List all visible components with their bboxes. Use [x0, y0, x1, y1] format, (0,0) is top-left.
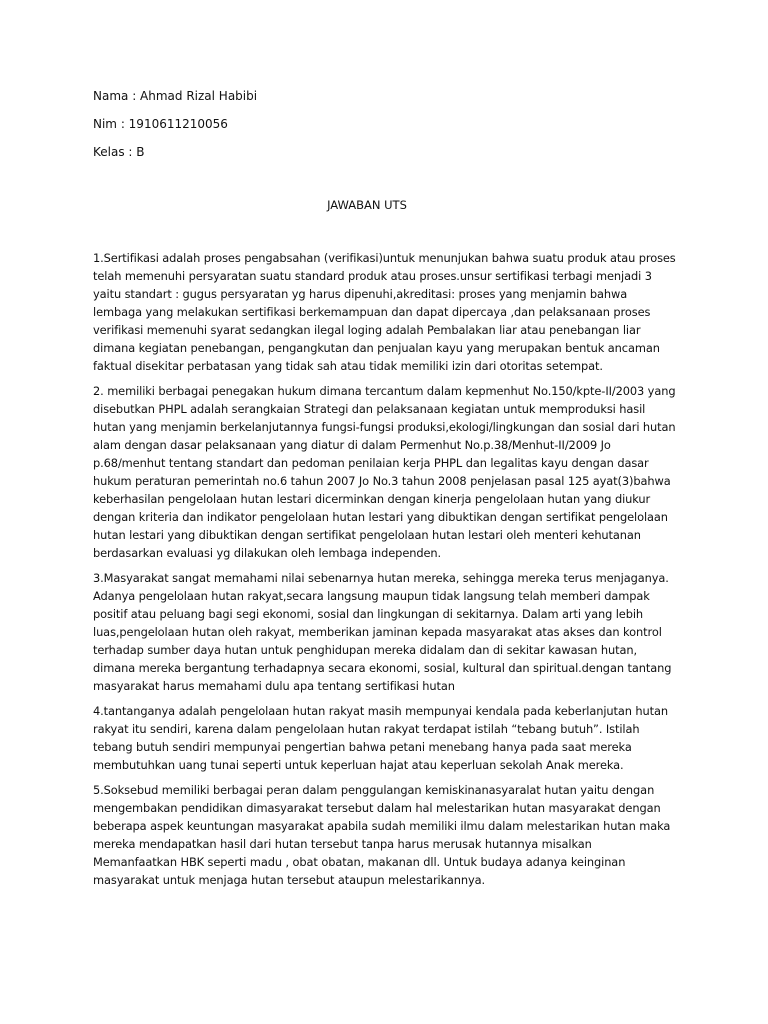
answer-2: 2. memiliki berbagai penegakan hukum dimana tercantum dalam kepmenhut No.150/kpte-II/2003 yang disebutkan PHPL adalah serangkaian Strategi dan pelaksanaan kegiatan untuk memproduksi hasil hutan yang menjamin berkelanjutannya fungsi-fungsi produksi,ekologi/lingkungan dan sosial dari hutan alam dengan dasar pelaksanaan yang diatur di dalam Permenhut No.p.38/Menhut-II/2009 Jo p.68/menhut tentang standart dan pedoman penilaian kerja PHPL dan legalitas kayu dengan dasar hukum peraturan pemerintah no.6 tahun 2007 Jo No.3 tahun 2008 penjelasan pasal 125 ayat(3)bahwa keberhasilan pengelolaan hutan lestari dicerminkan dengan kinerja pengelolaan hutan yang diukur dengan kriteria dan indikator pengelolaan hutan lestari yang dibuktikan dengan sertifikat pengelolaan hutan lestari yang dibuktikan dengan sertifikat pengelolaan hutan lestari oleh menteri kehutanan berdasarkan evaluasi yg dilakukan oleh lembaga independen.: [93, 384, 676, 560]
student-name: Nama : Ahmad Rizal Habibi: [93, 89, 258, 103]
answer-list: [93, 249, 678, 896]
answer-1: 1.Sertifikasi adalah proses pengabsahan (verifikasi)untuk menunjukan bahwa suatu produk atau proses telah memenuhi persyaratan suatu standard produk atau proses.unsur sertifikasi terbagi menjadi 3 yaitu standart : gugus persyaratan yg harus dipenuhi,akreditasi: proses yang menjamin bahwa lembaga yang melakukan sertifikasi berkemampuan dan dapat dipercaya ,dan pelaksanaan proses verifikasi memenuhi syarat sedangkan ilegal loging adalah Pembalakan liar atau penebangan liar dimana kegiatan penebangan, pengangkutan dan penjualan kayu yang merupakan bentuk ancaman faktual disekitar perbatasan yang tidak sah atau tidak memiliki izin dari otoritas setempat.: [93, 251, 676, 373]
answer-3: 3.Masyarakat sangat memahami nilai sebenarnya hutan mereka, sehingga mereka terus menjaganya. Adanya pengelolaan hutan rakyat,secara langsung maupun tidak langsung telah memberi dampak positif atau peluang bagi segi ekonomi, sosial dan lingkungan di sekitarnya. Dalam arti yang lebih luas,pengelolaan hutan oleh rakyat, memberikan jaminan kepada masyarakat atas akses dan kontrol terhadap sumber daya hutan untuk penghidupan mereka didalam dan di sekitar kawasan hutan, dimana mereka bergantung terhadapnya secara ekonomi, sosial, kultural dan spiritual.dengan tantang masyarakat harus memahami dulu apa tentang sertifikasi hutan: [93, 571, 672, 693]
student-class: Kelas : B: [93, 145, 145, 159]
answer-5: 5.Soksebud memiliki berbagai peran dalam penggulangan kemiskinanasyaralat hutan yaitu dengan mengembakan pendidikan dimasyarakat tersebut dalam hal melestarikan hutan masyarakat dengan beberapa aspek keuntungan masyarakat apabila sudah memiliki ilmu dalam melestarikan hutan maka mereka mendapatkan hasil dari hutan tersebut tanpa harus merusak hutannya misalkan Memanfaatkan HBK seperti madu , obat obatan, makanan dll. Untuk budaya adanya keinginan masyarakat untuk menjaga hutan tersebut ataupun melestarikannya.: [93, 783, 671, 887]
document-title: JAWABAN UTS: [327, 198, 407, 212]
answer-4: 4.tantanganya adalah pengelolaan hutan rakyat masih mempunyai kendala pada keberlanjutan hutan rakyat itu sendiri, karena dalam pengelolaan hutan rakyat terdapat istilah “tebang butuh”. Istilah tebang butuh sendiri mempunyai pengertian bahwa petani menebang hanya pada saat mereka membutuhkan uang tunai seperti untuk keperluan hajat atau keperluan sekolah Anak mereka.: [93, 704, 669, 772]
student-nim: Nim : 1910611210056: [93, 117, 228, 131]
